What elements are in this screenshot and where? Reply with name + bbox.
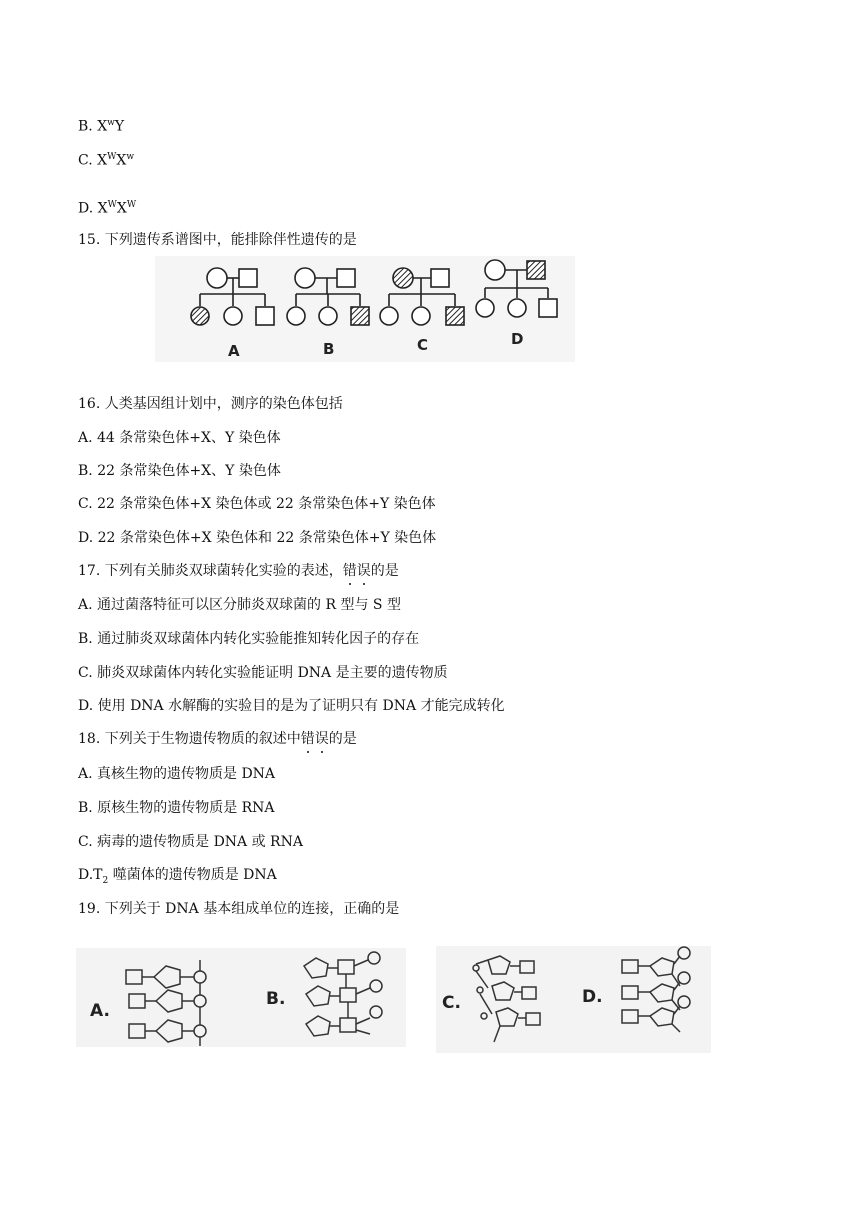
emphasis-wu: 误 [314,731,329,747]
option-c-xwxw: C. $X^WX^w$ [78,152,135,169]
emphasis-wu: 误 [356,563,371,579]
q16-option-b: B. 22 条常染色体+X、Y 染色体 [78,463,281,479]
q18-option-a: A. 真核生物的遗传物质是 DNA [78,766,276,782]
q16-option-a: A. 44 条常染色体+X、Y 染色体 [78,430,281,446]
question-16: 16. 人类基因组计划中，测序的染色体包括 [78,396,343,412]
question-17: 17. 下列有关肺炎双球菌转化实验的表述，错误的是 [78,563,399,579]
q18-option-d: $D.T_2$ 噬菌体的遗传物质是 DNA [78,867,277,886]
pedigree-label-d: D [511,330,524,348]
q17-option-b: B. 通过肺炎双球菌体内转化实验能推知转化因子的存在 [78,631,420,647]
pedigree-label-c: C [417,336,429,354]
question-18: 18. 下列关于生物遗传物质的叙述中错误的是 [78,731,357,747]
pedigree-c [380,268,464,325]
q17-option-c: C. 肺炎双球菌体内转化实验能证明 DNA 是主要的遗传物质 [78,665,448,681]
nucleotide-figure-ab [76,948,406,1047]
option-d-xwxw: D. $X^WX^W$ [78,200,137,217]
option-b-xwy: B. $X^wY$ [78,118,125,135]
q18-option-b: B. 原核生物的遗传物质是 RNA [78,800,275,816]
nucleotide-option-a [126,960,206,1046]
q17-option-d: D. 使用 DNA 水解酶的实验目的是为了证明只有 DNA 才能完成转化 [78,698,505,714]
nucleotide-label-b: B. [266,989,286,1009]
q17-option-a: A. 通过菌落特征可以区分肺炎双球菌的 R 型与 S 型 [78,597,401,613]
pedigree-d [476,260,557,317]
pedigree-b [287,268,369,325]
q16-option-d: D. 22 条常染色体+X 染色体和 22 条常染色体+Y 染色体 [78,530,437,546]
pedigree-svg [155,256,575,362]
nucleotide-figure-cd [436,946,711,1053]
nucleotide-option-d [622,947,690,1032]
nucleotide-label-c: C. [442,993,461,1013]
question-15: 15. 下列遗传系谱图中，能排除伴性遗传的是 [78,232,357,248]
pedigree-a [191,268,274,325]
pedigree-label-a: A [228,342,240,360]
nucleotide-option-b [304,952,382,1036]
emphasis-cuo: 错 [300,731,315,747]
question-19: 19. 下列关于 DNA 基本组成单位的连接，正确的是 [78,901,400,917]
pedigree-label-b: B [323,340,335,358]
q18-option-c: C. 病毒的遗传物质是 DNA 或 RNA [78,834,303,850]
pedigree-figure [155,256,575,362]
nucleotide-label-d: D. [582,987,603,1007]
emphasis-cuo: 错 [342,563,357,579]
q16-option-c: C. 22 条常染色体+X 染色体或 22 条常染色体+Y 染色体 [78,496,436,512]
nucleotide-label-a: A. [90,1001,110,1021]
nucleotide-option-c [473,956,540,1042]
